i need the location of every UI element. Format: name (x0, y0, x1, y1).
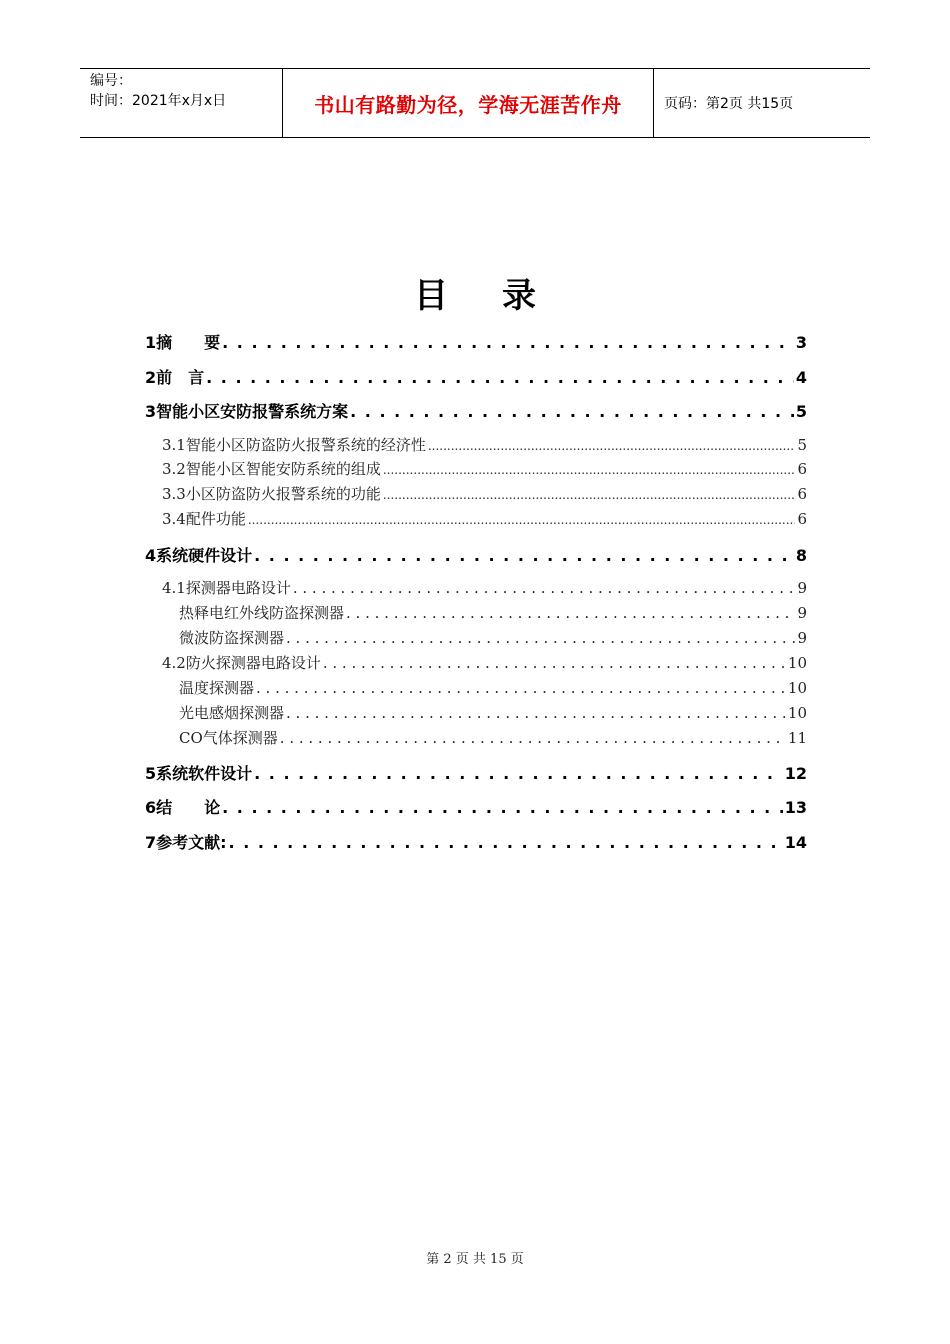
toc-page: 9 (797, 604, 807, 622)
toc-entry[interactable] (145, 761, 807, 784)
toc-entry[interactable] (145, 543, 807, 566)
time-label: 时间：2021年x月x日 (90, 93, 227, 109)
toc-label: 3.2智能小区智能安防系统的组成 (162, 460, 381, 478)
toc-label: 4系统硬件设计 (145, 546, 253, 565)
toc-page: 14 (784, 833, 807, 852)
toc-label: CO气体探测器 (179, 729, 278, 747)
toc-label: 6结 论 (145, 798, 221, 817)
toc-leader (346, 604, 795, 622)
page-footer: 第 2 页 共 15 页 (426, 1252, 524, 1267)
toc-leader (256, 679, 786, 697)
toc-page: 6 (797, 460, 807, 478)
toc-leader (254, 546, 794, 565)
toc-entry[interactable] (179, 627, 807, 648)
toc-page: 12 (784, 764, 807, 783)
toc-label: 7参考文献: (145, 833, 227, 852)
toc-page: 11 (787, 729, 807, 747)
toc-leader (383, 488, 796, 502)
toc-label: 4.2防火探测器电路设计 (162, 654, 321, 672)
toc-entry[interactable] (162, 458, 807, 479)
toc-leader (206, 368, 794, 387)
header-motto: 书山有路勤为径，学海无涯苦作舟 (314, 92, 622, 117)
toc-page: 8 (795, 546, 807, 565)
toc-entry[interactable] (145, 365, 807, 388)
toc-entry[interactable] (145, 830, 807, 853)
toc-leader (286, 704, 786, 722)
toc-leader (222, 798, 783, 817)
toc-leader (323, 654, 786, 672)
toc-leader (293, 579, 796, 597)
toc-entry[interactable] (145, 399, 807, 422)
toc-entry[interactable] (145, 330, 807, 353)
toc-page: 10 (787, 654, 807, 672)
toc-label: 微波防盗探测器 (179, 629, 285, 647)
toc-page: 5 (795, 402, 807, 421)
toc-leader (286, 629, 795, 647)
toc-entry[interactable] (162, 652, 807, 673)
toc-page: 10 (787, 679, 807, 697)
toc-entry[interactable] (145, 795, 807, 818)
toc-label: 5系统软件设计 (145, 764, 253, 783)
toc-label: 2前 言 (145, 368, 205, 387)
toc-page: 6 (797, 485, 807, 503)
toc-entry[interactable] (179, 727, 807, 748)
toc-label: 1摘 要 (145, 333, 221, 352)
toc-leader (350, 402, 794, 421)
toc-leader (222, 333, 794, 352)
toc-page: 3 (795, 333, 807, 352)
toc-entry[interactable] (179, 602, 807, 623)
toc-page: 13 (784, 798, 807, 817)
toc-label: 3智能小区安防报警系统方案 (145, 402, 349, 421)
toc-label: 光电感烟探测器 (179, 704, 285, 722)
toc-label: 热释电红外线防盗探测器 (179, 604, 345, 622)
toc-leader (248, 513, 796, 527)
toc-leader (229, 833, 783, 852)
toc-entry[interactable] (162, 434, 807, 455)
toc-page: 9 (797, 579, 807, 597)
toc-page: 5 (797, 436, 807, 454)
toc-page: 4 (795, 368, 807, 387)
toc-label: 4.1探测器电路设计 (162, 579, 291, 597)
page-title: 目录 (414, 276, 590, 316)
toc-page: 9 (797, 629, 807, 647)
toc-leader (280, 729, 786, 747)
toc-label: 3.3小区防盗防火报警系统的功能 (162, 485, 381, 503)
toc-page: 6 (797, 510, 807, 528)
number-label: 编号： (90, 73, 132, 89)
toc-entry[interactable] (162, 508, 807, 529)
toc-page: 10 (787, 704, 807, 722)
toc-entry[interactable] (179, 702, 807, 723)
toc-label: 3.1智能小区防盗防火报警系统的经济性 (162, 436, 426, 454)
toc-entry[interactable] (162, 577, 807, 598)
toc-label: 3.4配件功能 (162, 510, 246, 528)
toc-label: 温度探测器 (179, 679, 255, 697)
toc-leader (428, 439, 796, 453)
toc-entry[interactable] (162, 483, 807, 504)
header-page-info: 页码：第2页 共15页 (664, 96, 794, 112)
toc-leader (383, 463, 796, 477)
toc-entry[interactable] (179, 677, 807, 698)
toc-leader (254, 764, 783, 783)
